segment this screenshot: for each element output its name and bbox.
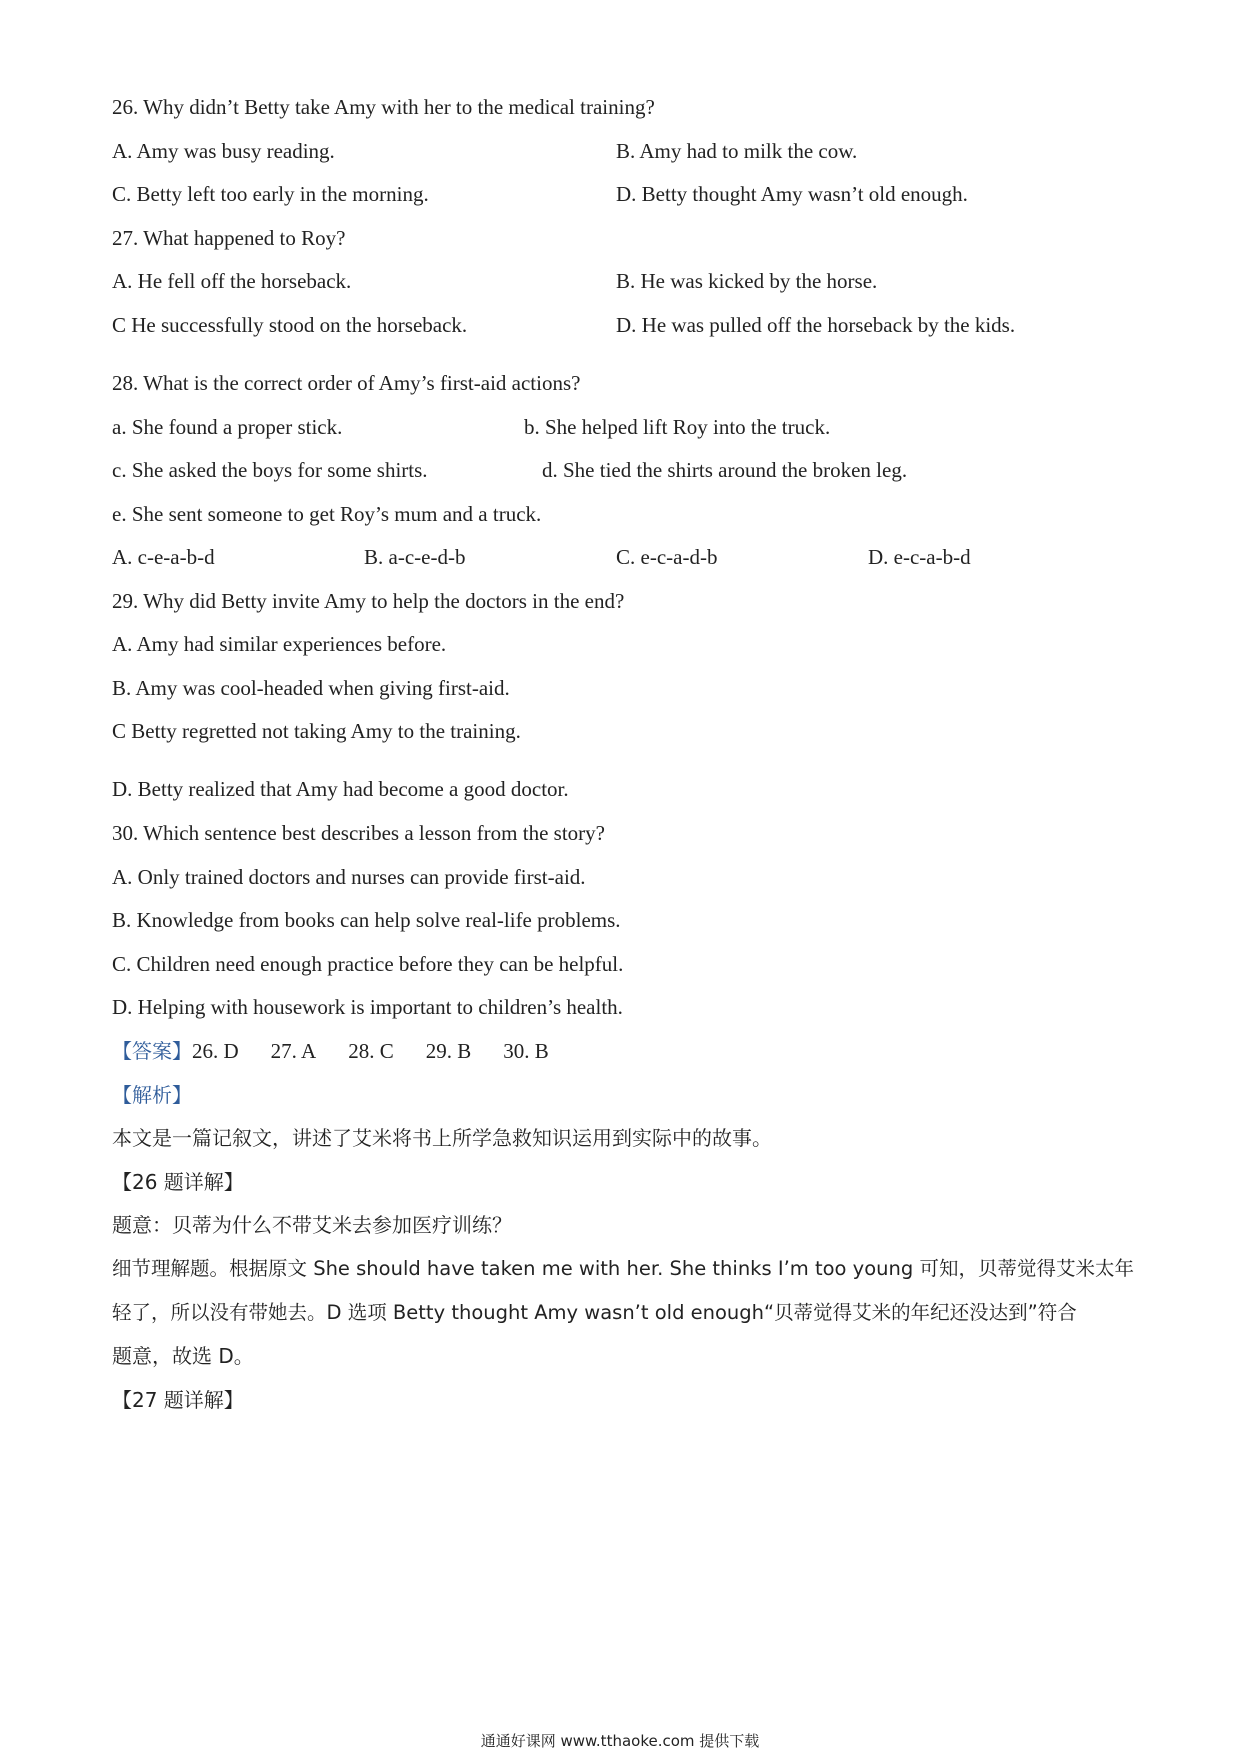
step-b: b. She helped lift Roy into the truck. [524, 415, 831, 439]
option-30-b: B. Knowledge from books can help solve real-life problems. [112, 908, 621, 932]
answer-label: 【答案】 [112, 1039, 192, 1063]
footer-source: 通通好课网 www.tthaoke.com 提供下载 [480, 1732, 760, 1750]
answer-27: 27. A [270, 1039, 317, 1063]
detail-27-title: 【27 题详解】 [112, 1388, 244, 1412]
detail-26-title: 【26 题详解】 [112, 1170, 244, 1194]
step-c: c. She asked the boys for some shirts. [112, 458, 428, 482]
answer-26: 26. D [192, 1039, 239, 1063]
option-27-a: A. He fell off the horseback. [112, 269, 352, 293]
option-26-d: D. Betty thought Amy wasn’t old enough. [616, 182, 968, 206]
question-30: 30. Which sentence best describes a lesson from the story? [112, 821, 605, 845]
question-26: 26. Why didn’t Betty take Amy with her to the medical training? [112, 95, 655, 119]
detail-26-text-3: 题意，故选 D。 [112, 1344, 254, 1368]
detail-26-text-1: 细节理解题。根据原文 She should have taken me with her. She thinks I’m too young 可知，贝蒂觉得艾米太年 [112, 1257, 1134, 1280]
option-26-a: A. Amy was busy reading. [112, 139, 335, 163]
option-28-a: A. c-e-a-b-d [112, 545, 215, 569]
option-26-c: C. Betty left too early in the morning. [112, 182, 429, 206]
answer-30: 30. B [503, 1039, 549, 1063]
option-27-b: B. He was kicked by the horse. [616, 269, 878, 293]
option-29-d: D. Betty realized that Amy had become a good doctor. [112, 777, 569, 801]
detail-26-text-2: 轻了，所以没有带她去。D 选项 Betty thought Amy wasn’t old enough“贝蒂觉得艾米的年纪还没达到”符合 [112, 1301, 1077, 1324]
answer-line [112, 1037, 581, 1065]
step-a: a. She found a proper stick. [112, 415, 343, 439]
option-29-b: B. Amy was cool-headed when giving first-aid. [112, 676, 510, 700]
step-e: e. She sent someone to get Roy’s mum and a truck. [112, 502, 542, 526]
option-29-a: A. Amy had similar experiences before. [112, 632, 447, 656]
detail-26-meaning: 题意：贝蒂为什么不带艾米去参加医疗训练？ [112, 1213, 512, 1237]
option-27-d: D. He was pulled off the horseback by the kids. [616, 313, 1016, 337]
option-30-c: C. Children need enough practice before they can be helpful. [112, 952, 624, 976]
step-d: d. She tied the shirts around the broken leg. [542, 458, 908, 482]
option-30-d: D. Helping with housework is important to children’s health. [112, 995, 623, 1019]
option-28-b: B. a-c-e-d-b [364, 545, 466, 569]
option-29-c: C Betty regretted not taking Amy to the training. [112, 719, 521, 743]
analysis-label: 【解析】 [112, 1083, 192, 1107]
analysis-intro: 本文是一篇记叙文，讲述了艾米将书上所学急救知识运用到实际中的故事。 [112, 1126, 772, 1150]
question-27: 27. What happened to Roy? [112, 226, 346, 250]
option-28-c: C. e-c-a-d-b [616, 545, 718, 569]
option-28-d: D. e-c-a-b-d [868, 545, 971, 569]
option-30-a: A. Only trained doctors and nurses can provide first-aid. [112, 865, 586, 889]
answer-29: 29. B [425, 1039, 472, 1063]
question-28: 28. What is the correct order of Amy’s first-aid actions? [112, 371, 581, 395]
option-26-b: B. Amy had to milk the cow. [616, 139, 858, 163]
question-29: 29. Why did Betty invite Amy to help the doctors in the end? [112, 589, 625, 613]
answer-28: 28. C [348, 1039, 394, 1063]
option-27-c: C He successfully stood on the horseback. [112, 313, 468, 337]
